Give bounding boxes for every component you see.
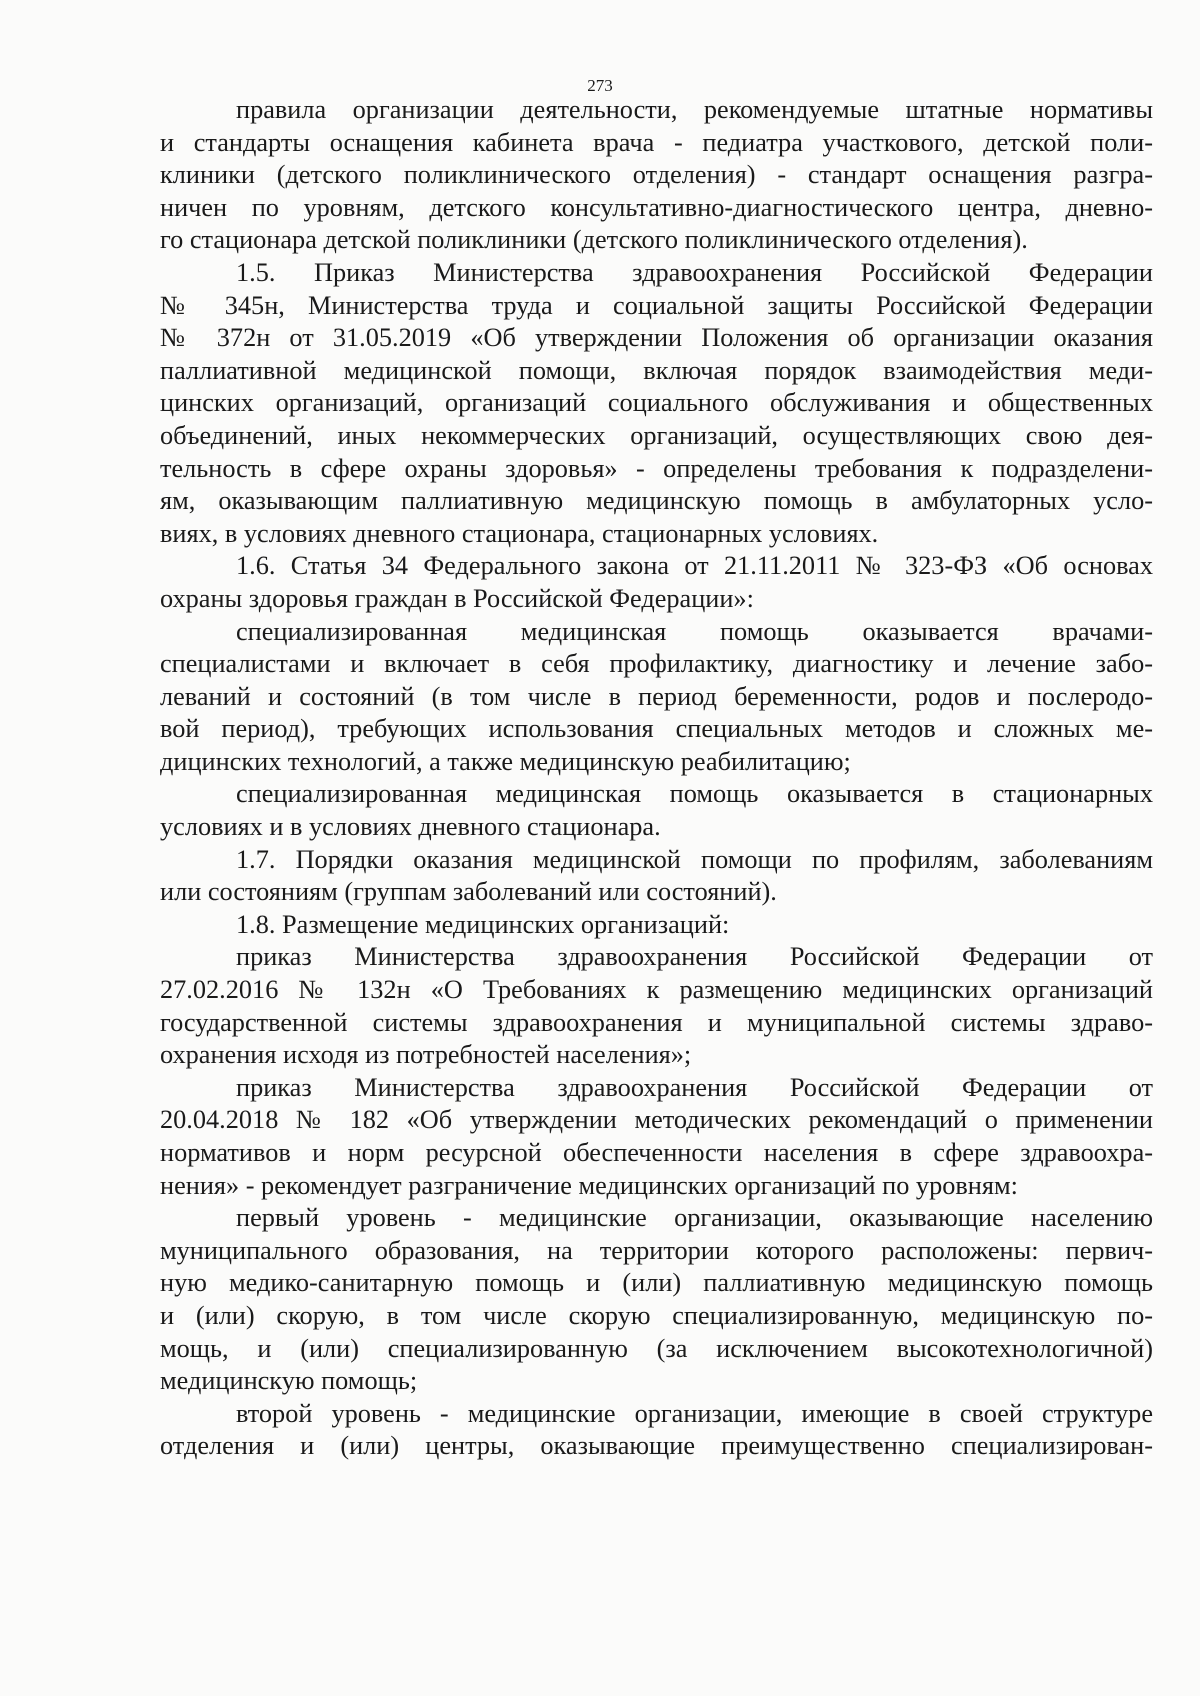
text-line: специалистами и включает в себя профилактику, диагностику и лечение забо- (160, 649, 1153, 679)
text-line: условиях и в условиях дневного стационара. (160, 812, 661, 842)
text-line: и стандарты оснащения кабинета врача - педиатра участкового, детской поли- (160, 127, 1153, 157)
text-line: цинских организаций, организаций социального обслуживания и общественных (160, 388, 1153, 418)
text-line: 1.5. Приказ Министерства здравоохранения Российской Федерации (236, 257, 1153, 287)
text-line: охранения исходя из потребностей населения»; (160, 1040, 692, 1070)
text-line: мощь, и (или) специализированную (за исключением высокотехнологичной) (160, 1333, 1153, 1363)
text-line: отделения и (или) центры, оказывающие преимущественно специализирован- (160, 1431, 1153, 1461)
text-line: медицинскую помощь; (160, 1366, 418, 1396)
text-line: нения» - рекомендует разграничение медицинских организаций по уровням: (160, 1170, 1018, 1200)
text-line: муниципального образования, на территории которого расположены: первич- (160, 1235, 1153, 1265)
text-line: тельность в сфере охраны здоровья» - определены требования к подразделени- (160, 453, 1153, 483)
text-line: леваний и состояний (в том числе в период беременности, родов и послеродо- (160, 681, 1153, 711)
text-line: 1.7. Порядки оказания медицинской помощи по профилям, заболеваниям (236, 844, 1153, 874)
text-line: приказ Министерства здравоохранения Российской Федерации от (236, 1072, 1153, 1102)
text-line: государственной системы здравоохранения и муниципальной системы здраво- (160, 1007, 1153, 1037)
text-line: приказ Министерства здравоохранения Российской Федерации от (236, 942, 1153, 972)
text-line: ям, оказывающим паллиативную медицинскую помощь в амбулаторных усло- (160, 486, 1153, 516)
text-line: охраны здоровья граждан в Российской Федерации»: (160, 583, 754, 613)
text-line: ничен по уровням, детского консультативно-диагностического центра, дневно- (160, 192, 1153, 222)
document-body (160, 94, 1153, 1463)
page-number: 273 (587, 76, 613, 95)
text-line: специализированная медицинская помощь оказывается врачами- (236, 616, 1153, 646)
text-line: клиники (детского поликлинического отделения) - стандарт оснащения разгра- (160, 160, 1153, 190)
text-line: го стационара детской поликлиники (детского поликлинического отделения). (160, 225, 1028, 255)
text-line: № 345н, Министерства труда и социальной защиты Российской Федерации (160, 290, 1153, 320)
text-line: первый уровень - медицинские организации, оказывающие населению (236, 1203, 1153, 1233)
text-line: виях, в условиях дневного стационара, стационарных условиях. (160, 518, 879, 548)
text-line: 1.6. Статья 34 Федерального закона от 21.11.2011 № 323-ФЗ «Об основах (236, 551, 1153, 581)
text-line: или состояниям (группам заболеваний или состояний). (160, 877, 777, 907)
text-line: второй уровень - медицинские организации, имеющие в своей структуре (236, 1398, 1153, 1428)
text-line: паллиативной медицинской помощи, включая порядок взаимодействия меди- (160, 355, 1153, 385)
text-line: и (или) скорую, в том числе скорую специализированную, медицинскую по- (160, 1300, 1153, 1330)
text-line: № 372н от 31.05.2019 «Об утверждении Положения об организации оказания (160, 323, 1153, 353)
text-line: 27.02.2016 № 132н «О Требованиях к размещению медицинских организаций (160, 975, 1153, 1005)
text-line: специализированная медицинская помощь оказывается в стационарных (236, 779, 1153, 809)
text-line: вой период), требующих использования специальных методов и сложных ме- (160, 714, 1153, 744)
text-line: ную медико-санитарную помощь и (или) паллиативную медицинскую помощь (160, 1268, 1153, 1298)
text-line: дицинских технологий, а также медицинскую реабилитацию; (160, 746, 851, 776)
text-line: нормативов и норм ресурсной обеспеченности населения в сфере здравоохра- (160, 1138, 1153, 1167)
text-line: правила организации деятельности, рекомендуемые штатные нормативы (236, 95, 1153, 124)
text-line: 20.04.2018 № 182 «Об утверждении методических рекомендаций о применении (160, 1105, 1153, 1135)
text-line: 1.8. Размещение медицинских организаций: (236, 909, 730, 939)
text-line: объединений, иных некоммерческих организаций, осуществляющих свою дея- (160, 420, 1153, 450)
